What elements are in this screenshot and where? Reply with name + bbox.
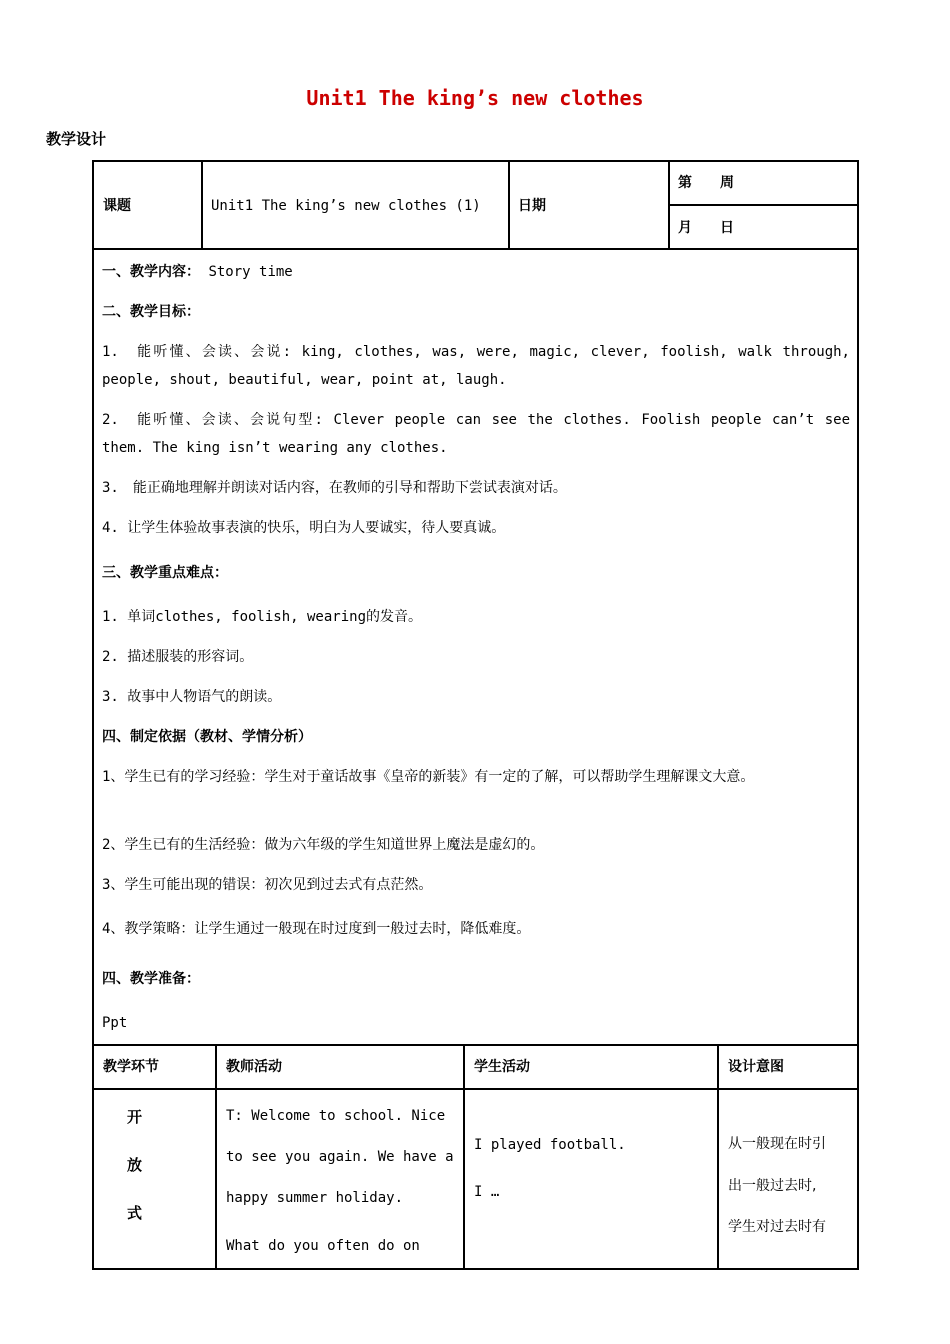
lesson-table <box>92 160 859 1270</box>
process-divider-1 <box>215 1044 217 1270</box>
student-line-2: I … <box>474 1184 500 1200</box>
section-1-heading: 一、教学内容： <box>102 264 200 280</box>
key-point-1: 1. 单词clothes, foolish, wearing的发音。 <box>102 609 423 625</box>
section-4-heading: 四、制定依据（教材、学情分析） <box>102 729 312 745</box>
teacher-line-3: happy summer holiday. <box>226 1190 404 1206</box>
basis-1: 1、学生已有的学习经验：学生对于童话故事《皇帝的新装》有一定的了解，可以帮助学生理解课文大意。 <box>102 769 755 785</box>
student-line-1: I played football. <box>474 1137 626 1153</box>
process-header-student: 学生活动 <box>474 1059 530 1075</box>
process-divider-3 <box>717 1044 719 1270</box>
teacher-line-1: T: Welcome to school. Nice <box>226 1108 446 1124</box>
intent-line-3: 学生对过去时有 <box>728 1219 826 1235</box>
stage-char-1: 开 <box>127 1108 143 1126</box>
section-2-heading: 二、教学目标： <box>102 304 200 320</box>
process-divider-2 <box>463 1044 465 1270</box>
header-divider-2 <box>508 160 510 250</box>
process-header-intent: 设计意图 <box>728 1059 784 1075</box>
key-point-2: 2. 描述服装的形容词。 <box>102 649 254 665</box>
section-3-heading: 三、教学重点难点： <box>102 565 228 581</box>
basis-2: 2、学生已有的生活经验：做为六年级的学生知道世界上魔法是虚幻的。 <box>102 837 545 853</box>
section-5-heading: 四、教学准备： <box>102 971 200 987</box>
teacher-line-2: to see you again. We have a <box>226 1149 454 1165</box>
objective-4: 4. 让学生体验故事表演的快乐，明白为人要诚实，待人要真诚。 <box>102 520 506 536</box>
key-point-3: 3. 故事中人物语气的朗读。 <box>102 689 282 705</box>
stage-char-3: 式 <box>127 1204 143 1222</box>
stage-char-2: 放 <box>127 1156 143 1174</box>
objective-2: 2. 能听懂、会读、会说句型: Clever people can see the clothes. Foolish people can’t see them. The king isn’t wearing any clothes. <box>102 412 850 456</box>
process-header-bottom <box>92 1088 859 1090</box>
date-cell-divider <box>668 204 859 206</box>
section-1 <box>102 258 850 286</box>
document-title: Unit1 The king’s new clothes <box>306 86 644 110</box>
date-label: 日期 <box>518 198 546 214</box>
process-header-stage: 教学环节 <box>103 1059 159 1075</box>
preparation-value: Ppt <box>102 1015 128 1031</box>
header-divider-1 <box>201 160 203 250</box>
process-header-teacher: 教师活动 <box>226 1059 282 1075</box>
basis-4: 4、教学策略：让学生通过一般现在时过度到一般过去时，降低难度。 <box>102 921 531 937</box>
topic-label: 课题 <box>103 198 131 214</box>
process-table-top <box>92 1044 859 1046</box>
section-1-value: Story time <box>208 264 293 280</box>
header-row-bottom <box>92 248 859 250</box>
day-label: 月 日 <box>678 220 734 236</box>
objective-3: 3. 能正确地理解并朗读对话内容，在教师的引导和帮助下尝试表演对话。 <box>102 480 567 496</box>
intent-line-2: 出一般过去时, <box>728 1178 817 1194</box>
document-label: 教学设计 <box>46 130 107 148</box>
teacher-line-4: What do you often do on <box>226 1238 420 1254</box>
week-label: 第 周 <box>678 175 734 191</box>
intent-line-1: 从一般现在时引 <box>728 1136 826 1152</box>
objective-1: 1. 能听懂、会读、会说: king, clothes, was, were, magic, clever, foolish, walk through, people, shout, beautiful, wear, point at, laugh. <box>102 344 850 388</box>
topic-value: Unit1 The king’s new clothes (1) <box>211 198 481 214</box>
basis-3: 3、学生可能出现的错误：初次见到过去式有点茫然。 <box>102 877 433 893</box>
